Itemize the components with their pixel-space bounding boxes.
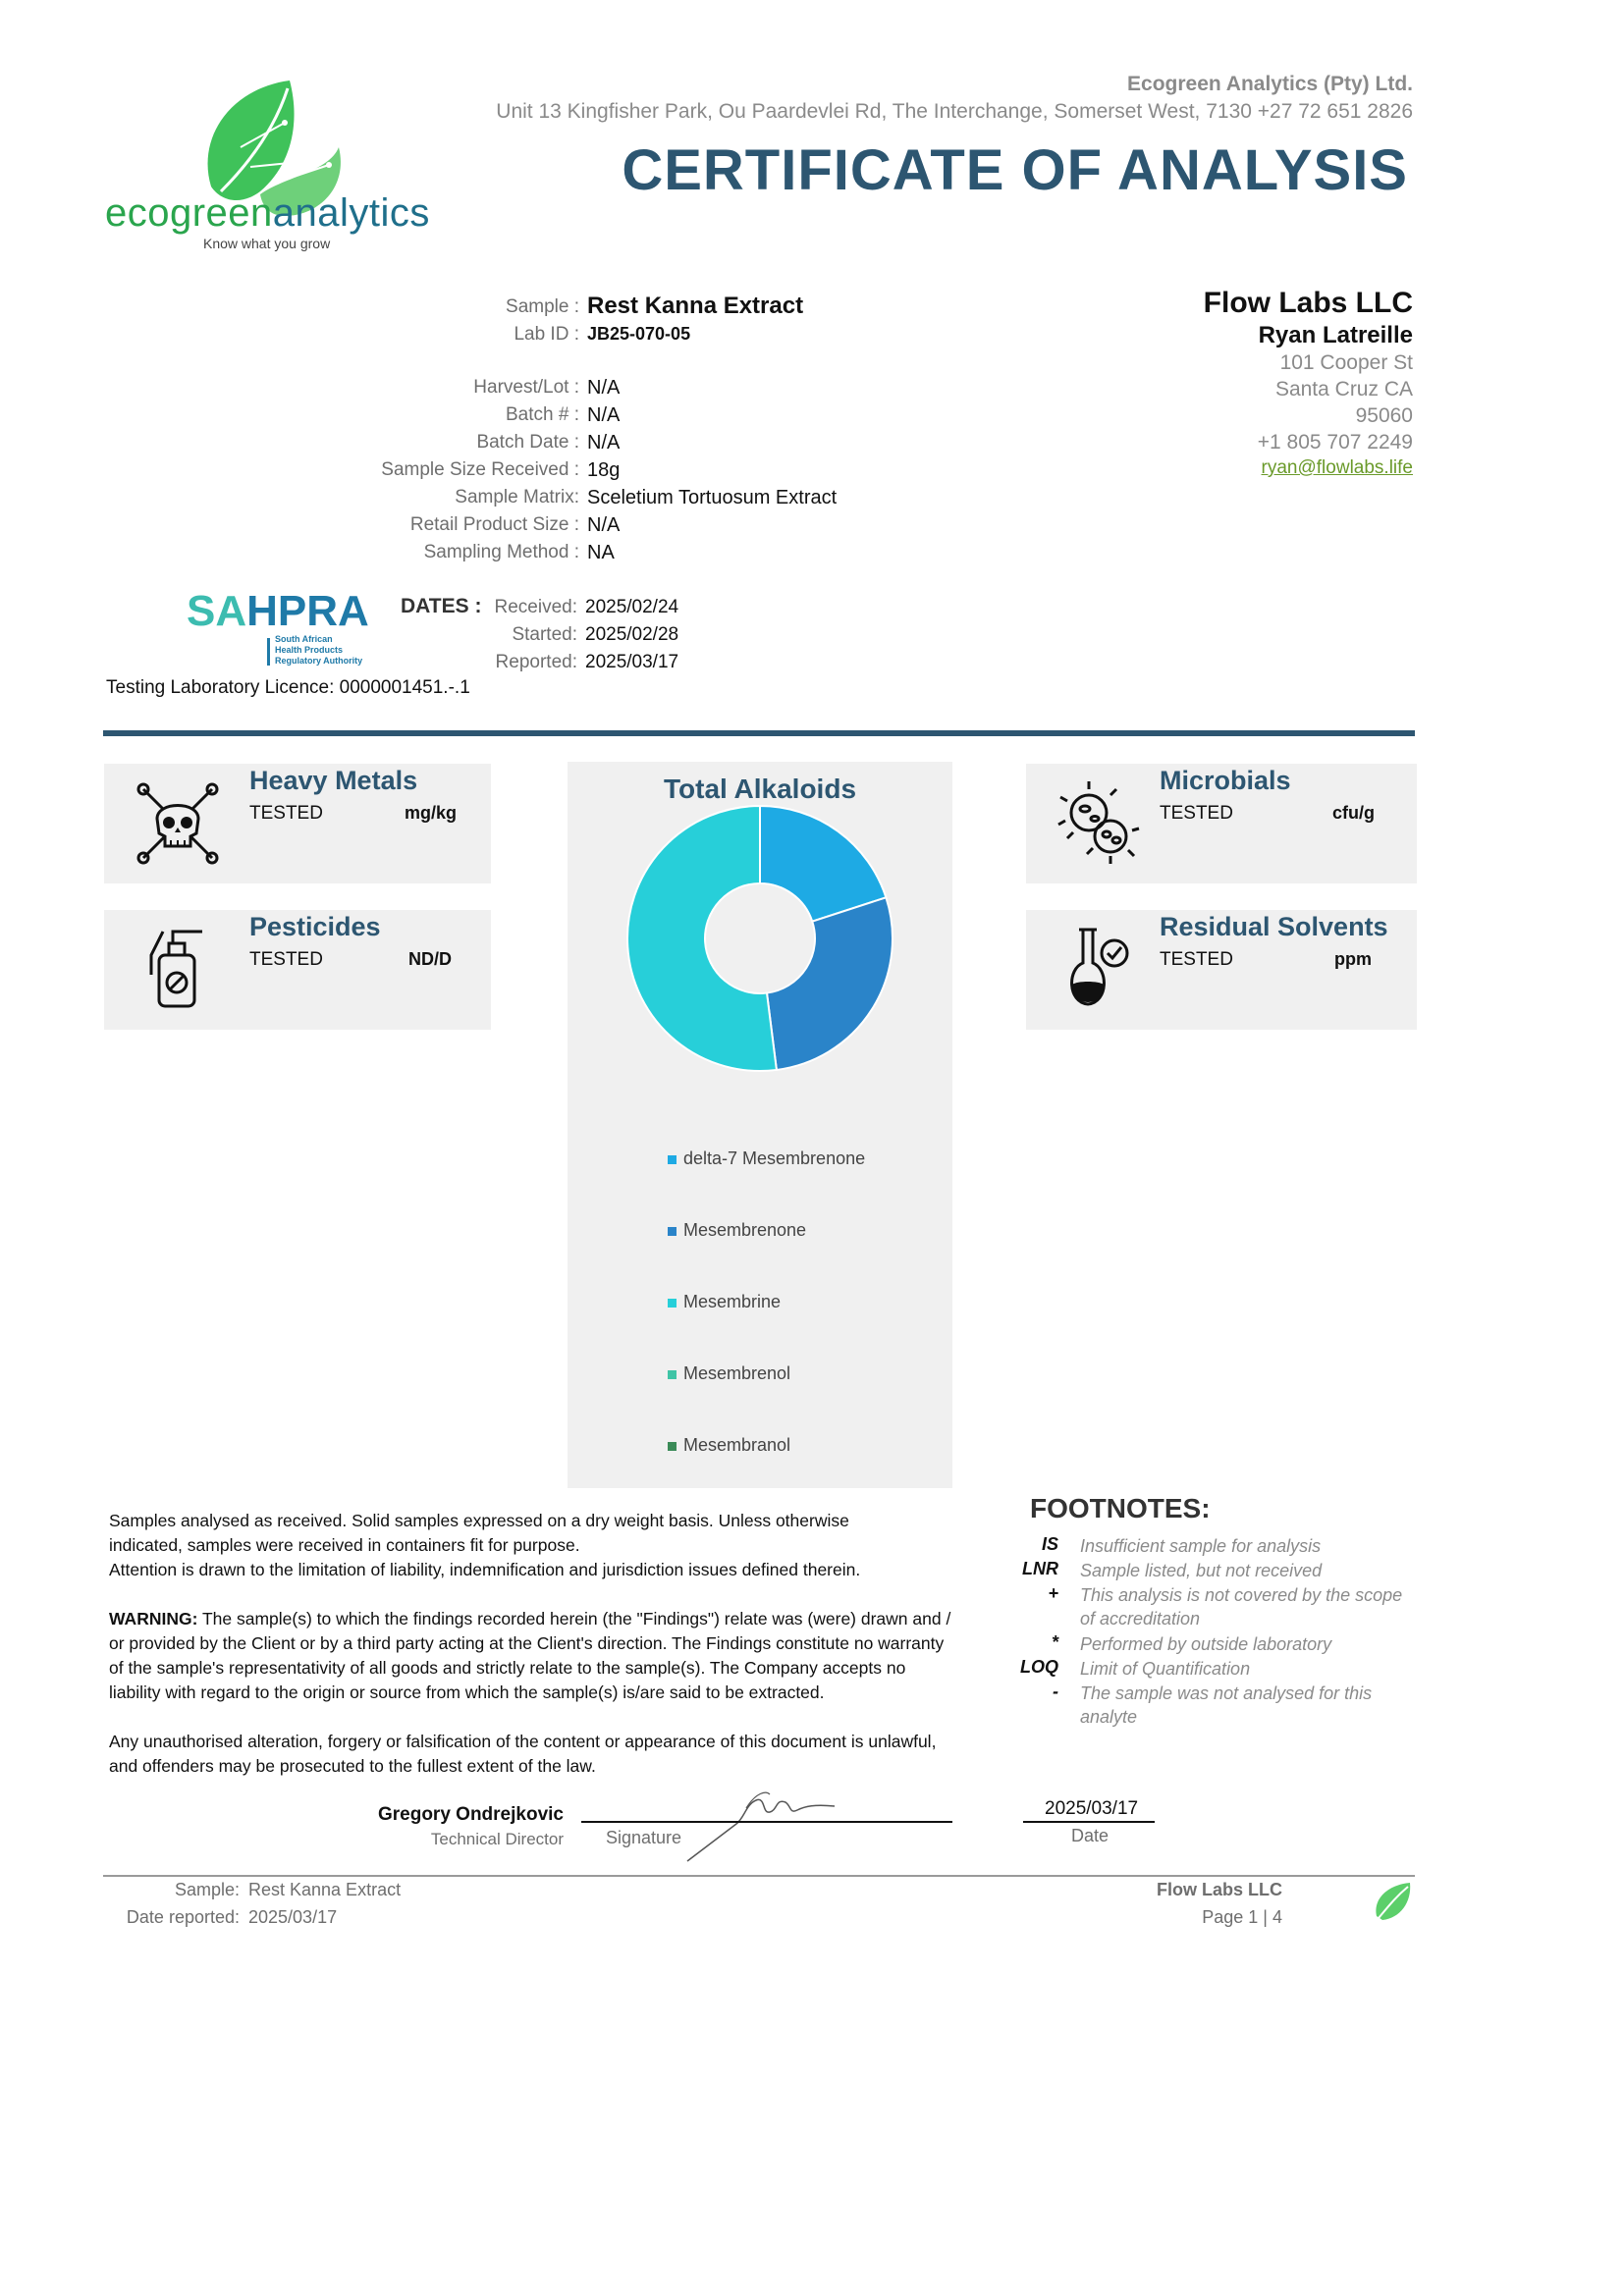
legend-item xyxy=(668,1220,806,1241)
legend-label: Mesembrenone xyxy=(683,1220,807,1240)
sample-matrix-value: Sceletium Tortuosum Extract xyxy=(587,487,838,508)
footnote-key: LOQ xyxy=(1020,1657,1058,1677)
sample-size-value: 18g xyxy=(587,459,621,481)
pesticides-panel xyxy=(104,910,491,1030)
footnote-key: - xyxy=(1053,1682,1058,1701)
signatory-role: Technical Director xyxy=(430,1830,564,1848)
reported-value: 2025/03/17 xyxy=(585,652,679,672)
microbials-unit: cfu/g xyxy=(1332,803,1375,823)
harvest-lot-label: Harvest/Lot : xyxy=(473,377,579,398)
chart-title: Total Alkaloids xyxy=(663,774,857,804)
microbials-title: Microbials xyxy=(1160,766,1291,795)
sahpra-sub-2: Health Products xyxy=(275,645,344,655)
legend-label: delta-7 Mesembrenone xyxy=(683,1148,866,1168)
legend-label: Mesembrine xyxy=(683,1292,782,1311)
donut-slice-mesembrine xyxy=(627,806,777,1071)
legend-swatch xyxy=(668,1227,677,1236)
batch-label: Batch # : xyxy=(506,404,579,425)
section-divider xyxy=(103,730,1415,736)
legend-item xyxy=(668,1292,781,1312)
batch-date-label: Batch Date : xyxy=(476,432,579,453)
residual-solvents-title: Residual Solvents xyxy=(1160,912,1388,941)
sample-matrix-label: Sample Matrix: xyxy=(455,487,579,507)
disclaimer-line-2: indicated, samples were received in containers fit for purpose. xyxy=(109,1535,580,1555)
date-label: Date xyxy=(1071,1826,1110,1845)
batch-value: N/A xyxy=(587,404,621,426)
pesticides-title: Pesticides xyxy=(249,912,381,941)
retail-size-value: N/A xyxy=(587,514,621,536)
dates-heading: DATES : xyxy=(401,595,482,617)
pesticides-unit: ND/D xyxy=(408,949,452,969)
footer-divider xyxy=(103,1875,1415,1877)
company-logo xyxy=(103,69,457,255)
spray-bottle-icon xyxy=(143,926,212,1014)
licence-text: Testing Laboratory Licence: 0000001451.-.1 xyxy=(106,677,470,698)
logo-tagline: Know what you grow xyxy=(203,236,331,251)
client-info xyxy=(1020,287,1413,479)
footnote-text: The sample was not analysed for this analyte xyxy=(1080,1683,1373,1727)
started-value: 2025/02/28 xyxy=(585,624,679,645)
client-street: 101 Cooper St xyxy=(1279,351,1413,374)
sahpra-logo-sa: SA xyxy=(187,587,247,635)
residual-solvents-status: TESTED xyxy=(1160,949,1233,970)
sampling-method-label: Sampling Method : xyxy=(423,542,579,562)
legend-swatch xyxy=(668,1299,677,1308)
disclaimer-line-1: Samples analysed as received. Solid samples expressed on a dry weight basis. Unless otherwise xyxy=(109,1511,849,1530)
disclaimer xyxy=(109,1509,953,1779)
pesticides-status: TESTED xyxy=(249,949,323,970)
sample-value: Rest Kanna Extract xyxy=(587,293,804,319)
received-label: Received: xyxy=(494,597,577,617)
footer-leaf-icon xyxy=(1371,1879,1416,1924)
alkaloids-donut-chart xyxy=(568,801,952,1095)
residual-solvents-panel xyxy=(1026,910,1417,1030)
footnote-text: This analysis is not covered by the scope of accreditation xyxy=(1080,1585,1403,1629)
heavy-metals-status: TESTED xyxy=(249,803,323,824)
page-title: CERTIFICATE OF ANALYSIS xyxy=(622,138,1408,202)
signatory-name: Gregory Ondrejkovic xyxy=(377,1804,564,1825)
client-email-link[interactable]: ryan@flowlabs.life xyxy=(1261,457,1413,478)
sampling-method-value: NA xyxy=(587,542,615,563)
footer-sample-label: Sample: xyxy=(174,1880,240,1899)
client-zip: 95060 xyxy=(1355,404,1413,427)
retail-size-label: Retail Product Size : xyxy=(409,514,579,535)
logo-word-eco: ecogreen xyxy=(105,191,273,235)
lab-address: Unit 13 Kingfisher Park, Ou Paardevlei Rd, The Interchange, Somerset West, 7130 +27 72 651 2826 xyxy=(496,100,1413,123)
disclaimer-alteration: Any unauthorised alteration, forgery or falsification of the content or appearance of this document is unlawful, and offenders may be prosecuted to the fullest extent of the law. xyxy=(109,1732,937,1776)
footnote-key: LNR xyxy=(1022,1559,1058,1578)
date-line xyxy=(1023,1821,1155,1823)
bacteria-icon xyxy=(1054,777,1142,866)
footer-date-value: 2025/03/17 xyxy=(248,1907,338,1927)
signature-date: 2025/03/17 xyxy=(1045,1798,1139,1819)
footnote-key: * xyxy=(1051,1632,1058,1652)
harvest-lot-value: N/A xyxy=(587,377,621,399)
donut-slice-mesembrenone xyxy=(767,897,893,1070)
sahpra-sub-3: Regulatory Authority xyxy=(275,656,363,666)
heavy-metals-unit: mg/kg xyxy=(405,803,458,823)
residual-solvents-unit: ppm xyxy=(1334,949,1372,969)
started-label: Started: xyxy=(512,624,577,645)
batch-date-value: N/A xyxy=(587,432,621,454)
legend-item xyxy=(668,1363,790,1384)
legend-swatch xyxy=(668,1155,677,1164)
footnotes-heading: FOOTNOTES: xyxy=(1030,1493,1211,1523)
warning-text: The sample(s) to which the findings recorded herein (the "Findings") relate was (were) drawn and / or provided by the Client or by a third party acting at the Client's direction. The Findings constitute no warranty of the sample's representativity of all goods and strictly relate to the sample(s). The Company accepts no liability with regard to the origin or source from which the sample(s) is/are said to be extracted. xyxy=(109,1609,951,1702)
footnote-key: + xyxy=(1048,1583,1058,1603)
footnote-text: Sample listed, but not received xyxy=(1080,1561,1323,1580)
footer-client: Flow Labs LLC xyxy=(1157,1880,1282,1899)
disclaimer-line-3: Attention is drawn to the limitation of liability, indemnification and jurisdiction issues defined therein. xyxy=(109,1560,861,1579)
total-alkaloids-panel xyxy=(568,762,952,1488)
client-company: Flow Labs LLC xyxy=(1203,287,1413,319)
received-value: 2025/02/24 xyxy=(585,597,679,617)
microbials-status: TESTED xyxy=(1160,803,1233,824)
microbials-panel xyxy=(1026,764,1417,883)
legend-label: Mesembranol xyxy=(683,1435,791,1455)
legend-swatch xyxy=(668,1442,677,1451)
footnote-text: Limit of Quantification xyxy=(1080,1659,1251,1679)
footer-page-number: Page 1 | 4 xyxy=(1202,1907,1282,1927)
footer-sample-value: Rest Kanna Extract xyxy=(248,1880,402,1899)
warning-label: WARNING: xyxy=(109,1609,198,1629)
reported-label: Reported: xyxy=(495,652,577,672)
footer-date-label: Date reported: xyxy=(126,1907,240,1927)
skull-crossbones-icon xyxy=(134,779,222,868)
legend-item xyxy=(668,1148,865,1169)
sample-size-label: Sample Size Received : xyxy=(381,459,579,480)
lab-company-name: Ecogreen Analytics (Pty) Ltd. xyxy=(1127,73,1413,95)
signature-line xyxy=(581,1821,952,1823)
lab-id-label: Lab ID : xyxy=(514,324,579,345)
handwritten-signature xyxy=(668,1785,864,1863)
lab-id-value: JB25-070-05 xyxy=(587,324,691,344)
legend-label: Mesembrenol xyxy=(683,1363,791,1383)
signature-label: Signature xyxy=(606,1828,682,1847)
client-phone: +1 805 707 2249 xyxy=(1257,431,1413,454)
client-contact: Ryan Latreille xyxy=(1258,322,1413,348)
legend-item xyxy=(668,1435,790,1456)
footnote-key: IS xyxy=(1041,1534,1058,1554)
heavy-metals-title: Heavy Metals xyxy=(249,766,418,795)
flask-check-icon xyxy=(1054,924,1142,1012)
logo-word-analytics: analytics xyxy=(272,191,430,235)
heavy-metals-panel xyxy=(104,764,491,883)
footnote-text: Performed by outside laboratory xyxy=(1080,1634,1332,1654)
sample-label: Sample : xyxy=(506,296,579,317)
client-city: Santa Cruz CA xyxy=(1274,378,1413,400)
sahpra-logo-hpra: HPRA xyxy=(246,587,369,635)
footnote-text: Insufficient sample for analysis xyxy=(1080,1536,1322,1556)
sahpra-sub-1: South African xyxy=(275,634,333,644)
legend-swatch xyxy=(668,1370,677,1379)
